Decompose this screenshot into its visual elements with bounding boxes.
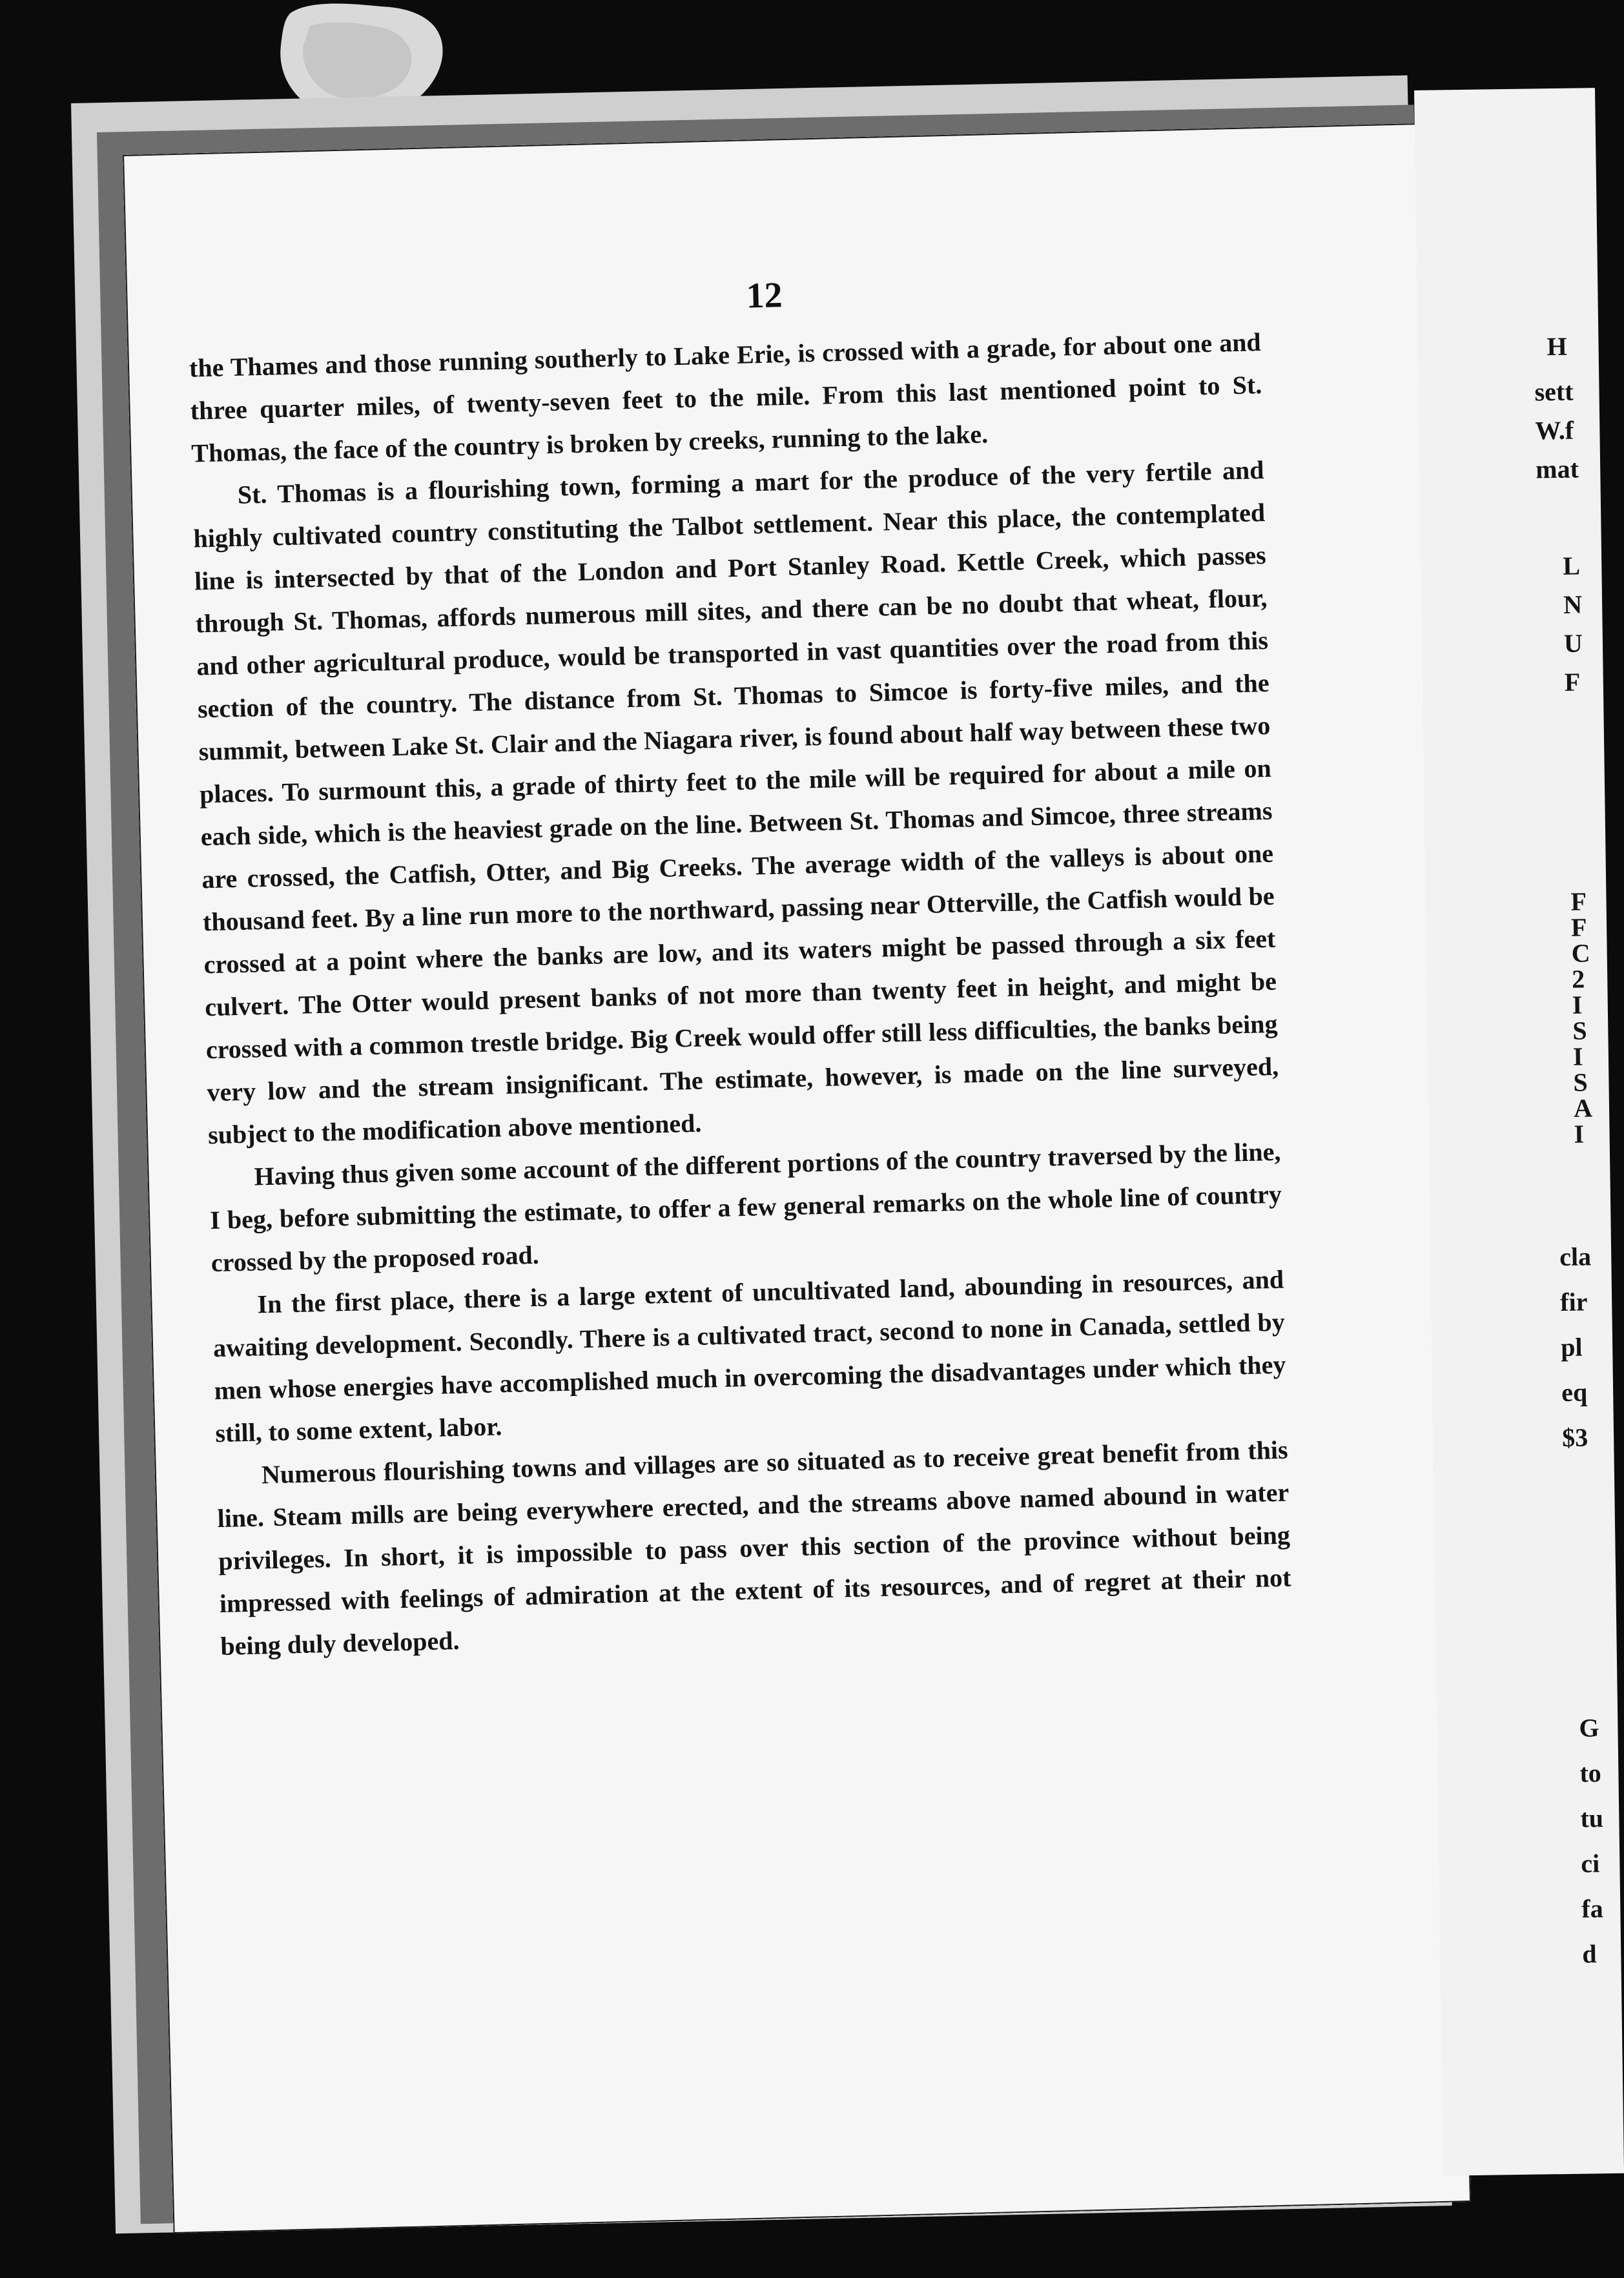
facing-fragment: d — [1582, 1939, 1597, 1969]
facing-fragment: I — [1574, 1119, 1585, 1149]
facing-fragment: $3 — [1561, 1422, 1588, 1453]
facing-fragment: eq — [1561, 1377, 1588, 1408]
facing-fragment: S — [1572, 1016, 1587, 1045]
body-text — [189, 321, 1292, 1668]
facing-fragment: mat — [1535, 454, 1579, 484]
facing-fragment: A — [1573, 1093, 1593, 1123]
page-number: 12 — [745, 275, 783, 316]
facing-fragment: F — [1570, 912, 1587, 942]
paragraph-2: St. Thomas is a flourishing town, forming a mart for the produce of the very fertile and highly cultivated country constituting the Talbot settlement. Near this place, the contemplated line is intersected by that of the London and Port Stanley Road. Kettle Creek, which passes through St. Thomas, affords numerous mill sites, and there can be no doubt that wheat, flour, and other agricultural produce, would be transported in vast quantities over the road from this section of the country. The distance from St. Thomas to Simcoe is forty-five miles, and the summit, between Lake St. Clair and the Niagara river, is found about half way between these two places. To surmount this, a grade of thirty feet to the mile will be required for about a mile on each side, which is the heaviest grade on the line. Between St. Thomas and Simcoe, three streams are crossed, the Catfish, Otter, and Big Creeks. The average width of the valleys is about one thousand feet. By a line run more to the northward, passing near Otterville, the Catfish would be crossed at a point where the banks are low, and its waters might be passed through a six feet culvert. The Otter would present banks of not more than twenty feet in height, and might be crossed with a common trestle bridge. Big Creek would offer still less difficulties, the banks being very low and the stream insignificant. The estimate, however, is made on the line surveyed, subject to the modification above mentioned. — [192, 455, 1279, 1150]
facing-fragment: sett — [1534, 376, 1574, 407]
paragraph-4: In the first place, there is a large extent of uncultivated land, abounding in resources, and awaiting development. Secondly. There is a cultivated tract, second to none in Canada, settled by men whose energies have accomplished much in overcoming the disadvantages under which they still, to some extent, labor. — [212, 1264, 1286, 1448]
facing-fragment: ci — [1581, 1849, 1600, 1878]
facing-fragment: W.f — [1535, 415, 1574, 446]
paragraph-3: Having thus given some account of the different portions of the country traversed by the line, I beg, before submitting the estimate, to offer a few general remarks on the whole line of country crossed by the proposed road. — [209, 1136, 1282, 1278]
facing-fragment: H — [1547, 331, 1567, 362]
facing-page — [1414, 88, 1624, 2176]
facing-fragment: L — [1562, 551, 1581, 580]
facing-fragment: I — [1572, 990, 1583, 1020]
paragraph-5: Numerous flourishing towns and villages are so situated as to receive great benefit from this line. Steam mills are being everywhere erected, and the streams above named abound in water privileges. In short, it is impossible to pass over this section of the province without being impressed with feelings of admiration at the extent of its resources, and of regret at their not being duly developed. — [217, 1435, 1291, 1661]
facing-fragment: C — [1571, 938, 1590, 968]
facing-fragment: tu — [1580, 1803, 1604, 1833]
facing-fragment: F — [1564, 667, 1581, 697]
facing-fragment: G — [1579, 1713, 1599, 1743]
facing-fragment: S — [1573, 1067, 1588, 1097]
facing-fragment: fa — [1581, 1894, 1603, 1924]
facing-fragment: cla — [1559, 1242, 1592, 1272]
paragraph-1: the Thames and those running southerly to Lake Erie, is crossed with a grade, for about one and three quarter miles, of twenty-seven feet to the mile. From this last mentioned point to St. Thomas, the face of the country is broken by creeks, running to the lake. — [189, 327, 1262, 468]
facing-fragment: F — [1570, 887, 1587, 916]
facing-fragment: N — [1563, 590, 1583, 619]
facing-fragment: to — [1579, 1758, 1602, 1788]
facing-fragment: U — [1563, 628, 1583, 658]
facing-fragment: pl — [1560, 1332, 1583, 1362]
book-page — [123, 123, 1471, 2233]
facing-fragment: 2 — [1571, 964, 1585, 994]
facing-fragment: I — [1572, 1042, 1583, 1071]
facing-fragment: fir — [1559, 1287, 1588, 1317]
